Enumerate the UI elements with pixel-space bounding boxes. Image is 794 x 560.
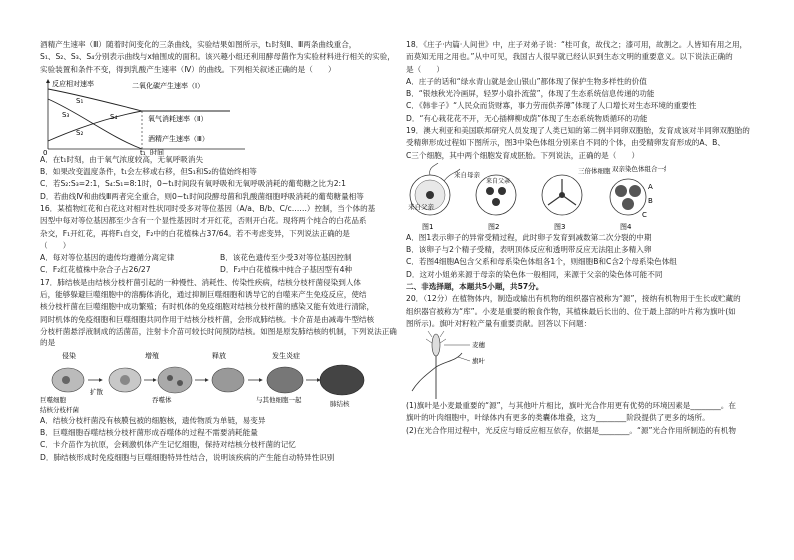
q15-intro-line: 实验装置和条件不变，得到乳酸产生速率（Ⅳ）的曲线。下列相关叙述正确的是（ ）	[40, 64, 336, 74]
q20-sub1-line: 旗叶的叶肉细胞中，叶绿体内有更多的类囊体堆叠，这为________阶段提供了更多的场所。	[406, 413, 710, 423]
q17-figure	[40, 350, 400, 416]
q20-line: 20．（12分）在植物体内，制造或输出有机物的组织器官被称为“源”，接纳有机物用于生长或贮藏的	[406, 294, 741, 304]
label-other-cells: 与其他细胞一起	[256, 395, 302, 404]
q15-option-d: D．若曲线Ⅳ和曲线Ⅲ两者完全重合，则0~t₁时间段酵母菌和乳酸菌细胞呼吸消耗的葡萄糖量相等	[40, 191, 364, 201]
q18-line: 是（ ）	[406, 64, 444, 74]
flag-leaf	[436, 353, 462, 367]
fig1-caption: 图1	[422, 222, 434, 231]
stage-release: 释放	[212, 351, 226, 360]
label-spread: 扩散	[90, 387, 103, 396]
q17-line: 核分枝杆菌在巨噬细胞中成功繁殖；有时机体的免疫细胞对结核分枝杆菌的感染又能有效进行清除，	[40, 302, 375, 312]
q19-option-d: D．这对小姐弟来源于母亲的染色体一般相同，来源于父亲的染色体可能不同	[406, 269, 663, 279]
q17-line: 同时机体的免疫细胞和巨噬细胞共同作用于结核分枝杆菌，会形成肺结核。卡介苗是由减毒牛型结核	[40, 314, 375, 324]
fig1-from-mother: 来自母亲	[454, 170, 480, 179]
q20-line: 图所示)。旗叶对籽粒产量有重要贡献。回答以下问题：	[406, 318, 592, 328]
q17-option-b: B．巨噬细胞吞噬结核分枝杆菌形成吞噬体的过程不需要消耗能量	[40, 428, 258, 438]
s4-label: S₄	[110, 112, 118, 121]
fig3-caption: 图3	[554, 222, 566, 231]
label-macrophage: 巨噬细胞	[40, 395, 66, 404]
q15-intro-line: S₁、S₂、S₃、S₄分别表示曲线与x轴围成的面积。该兴趣小组还利用酵母菌作为实验材料进行相关的实验，	[40, 52, 395, 62]
curve-alcohol	[48, 96, 142, 149]
q18-option-d: D．“有心栽花花不开，无心插柳柳成荫”体现了生态系统物质循环的功能	[406, 113, 648, 123]
q17-tb-mechanism	[40, 350, 370, 416]
origin-label: 0	[43, 148, 48, 155]
q18-option-b: B．“银烛秋光冷画屏，轻罗小扇扑流萤”，体现了生态系统信息传递的功能	[406, 89, 655, 99]
right-column	[406, 40, 766, 438]
q17-option-a: A．结核分枝杆菌没有核膜包被的细胞核，遗传物质为单链，易变异	[40, 415, 266, 425]
flag-label: 旗叶	[472, 357, 485, 366]
curve3-label: 酒精产生速率（Ⅲ）	[148, 134, 209, 143]
q19-option-a: A．图1表示卵子的异常受精过程，此时卵子发育到减数第二次分裂的中期	[406, 232, 652, 242]
q16-line: 因型中每对等位基因都至少含有一个显性基因时才开红花，否则开白花。现将两个纯合的白花品系	[40, 216, 367, 226]
q17-line: 后，能够躲避巨噬细胞中的溶酶体消化，通过抑制巨噬细胞和诱导它的自噬来产生免疫反应，使结	[40, 289, 367, 299]
ear-label: 麦穗	[472, 341, 485, 350]
q18-line: 而莫知无用之用也。”从中可见，我国古人很早就已经认识到生态文明的重要意义。以下说法正确的	[406, 52, 733, 62]
s1-label: S₁	[76, 96, 84, 105]
fig4-label-c: C	[642, 210, 647, 219]
q20-sub1-line: (1)旗叶是小麦最重要的“源”，与其他叶片相比，旗叶光合作用更有优势的环境因素是________。在	[406, 401, 736, 411]
q20-figure	[406, 331, 766, 401]
fig4-caption: 图4	[620, 222, 632, 231]
q20-line: 组织器官被称为“库”。小麦是重要的粮食作物，其植株最后长出的、位于最上部的叶片称为旗叶(如	[406, 306, 736, 316]
q15-intro-line: 酒精产生速率（Ⅲ）随着时间变化的三条曲线，实验结果如图所示，t₁时刻Ⅱ、Ⅲ两条曲线重合，	[40, 40, 357, 49]
releasing-cell	[212, 368, 244, 392]
label-phagosome: 吞噬体	[152, 395, 172, 404]
fig2-caption: 图2	[488, 222, 500, 231]
fig1-from-father: 来自父亲	[408, 202, 434, 211]
stage-infect: 侵染	[62, 351, 76, 360]
q20-sub2-line: (2)在光合作用过程中，光反应与暗反应相互依存，依据是________。“源”光合作用所制造的有机物	[406, 425, 736, 435]
q16-option-d: D．F₂中白花植株中纯合子基因型有4种	[220, 265, 352, 275]
q18-line: 18．《庄子·内篇·人间世》中，庄子对弟子说：“桂可食，故伐之；漆可用，故割之。人皆知有用之用，	[406, 40, 748, 49]
stage-proliferate: 增殖	[145, 351, 159, 360]
q18-option-c: C．《韩非子》“人民众而货财寡，事力劳而供养薄”体现了人口增长对生态环境的重要性	[406, 101, 697, 111]
label-bacteria: 结核分枝杆菌	[40, 405, 79, 414]
left-column	[40, 40, 400, 465]
q19-fertilization-diagram	[406, 163, 666, 233]
q16-option-c: C．F₂红花植株中杂合子占26/27	[40, 265, 151, 275]
q19-option-b: B．该卵子与2个精子受精，表明顶体反应和透明带反应无法阻止多精入卵	[406, 245, 652, 255]
s3-label: S₃	[62, 110, 70, 119]
q19-line: C三个细胞，其中两个细胞发育成胚胎。下列说法，正确的是（ ）	[406, 150, 640, 160]
stage-inflammation: 发生炎症	[272, 351, 300, 360]
inflammation-cluster	[267, 367, 303, 393]
q19-line: 19．澳大利亚和美国联邦研究人员发现了人类已知的第二例半同卵双胞胎，发育成该对半同卵双胞胎的	[406, 125, 750, 135]
part2-heading: 二、非选择题，本题共5小题，共57分。	[406, 281, 544, 291]
q20-wheat-diagram	[406, 331, 526, 401]
fig4-label-a: A	[648, 182, 653, 191]
q15-option-c: C．若S₂:S₃=2:1，S₄:S₁=8:1时，0~t₁时间段有氧呼吸和无氧呼吸消耗的葡萄糖之比为2:1	[40, 179, 346, 189]
s2-label: S₂	[76, 128, 84, 137]
q19-line: 受精卵形成过程如下图所示，图3中染色体组分别来自不同的个体，由受精卵发育形成的A、B、	[406, 138, 725, 148]
tb-lesion	[320, 365, 364, 395]
q16-option-a: A．每对等位基因的遗传均遵循分离定律	[40, 253, 175, 263]
label-tb: 肺结核	[330, 399, 350, 408]
q16-options-row2	[40, 265, 400, 277]
q17-option-c: C．卡介苗作为抗原，会刺激机体产生记忆细胞，保持对结核分枝杆菌的记忆	[40, 440, 296, 450]
t1-label: t₁	[140, 148, 146, 155]
q16-line: 16．某植物红花和白花这对相对性状同时受多对等位基因（A/a、B/b、C/c……）控制，当个体的基	[40, 203, 376, 213]
q16-line: （ ）	[40, 240, 71, 250]
q19-figure	[406, 163, 766, 233]
q17-line: 17．肺结核是由结核分枝杆菌引起的一种慢性、消耗性、传染性疾病，结核分枝杆菌侵染到人体	[40, 277, 362, 287]
y-label: 反应相对速率	[52, 79, 94, 88]
q16-line: 杂交，F₁开红花，再将F₁自交，F₂中的白花植株占37/64。若不考虑变异，下列说法正确的是	[40, 228, 350, 238]
q15-rate-chart	[40, 77, 250, 155]
fig3-three-set: 三倍体细胞	[578, 166, 611, 175]
q16-option-b: B．该花色遗传至少受3对等位基因控制	[220, 253, 352, 263]
fig4-label-b: B	[648, 196, 653, 205]
x-label: 时间	[150, 148, 164, 155]
q16-options-row1	[40, 253, 400, 265]
curve2-label: 氧气消耗速率（Ⅱ）	[148, 114, 208, 123]
wheat-ear	[432, 334, 440, 356]
infected-cell	[158, 367, 192, 393]
q15-option-a: A．在t₁时刻，由于氧气浓度较高，无氧呼吸消失	[40, 154, 204, 164]
q15-figure	[40, 77, 400, 155]
fig4-double-set: 双亲染色体组合一组	[612, 164, 666, 173]
q17-option-d: D．肺结核形成时免疫细胞与巨噬细胞特异性结合，说明该疾病的产生能自动特异性识别	[40, 452, 335, 462]
curve1-label: 二氧化碳产生速率（Ⅰ）	[132, 81, 205, 90]
q15-option-b: B．如果改变温度条件，t₁会左移或右移，但S₁和S₂的值始终相等	[40, 167, 257, 177]
q19-option-c: C．若图4细胞A包含父系和母系染色体组各1个，则细胞B和C含2个母系染色体组	[406, 257, 677, 267]
q18-option-a: A．庄子的话和“绿水青山就是金山银山”都体现了保护生物多样性的价值	[406, 76, 647, 86]
q17-line: 分枝杆菌悬浮液制成的活菌苗，注射卡介苗可较长时间预防结核。如图是原发肺结核的机制，下列说法正确的是	[40, 326, 397, 347]
fig2-from-father: 来自父亲	[486, 177, 511, 185]
